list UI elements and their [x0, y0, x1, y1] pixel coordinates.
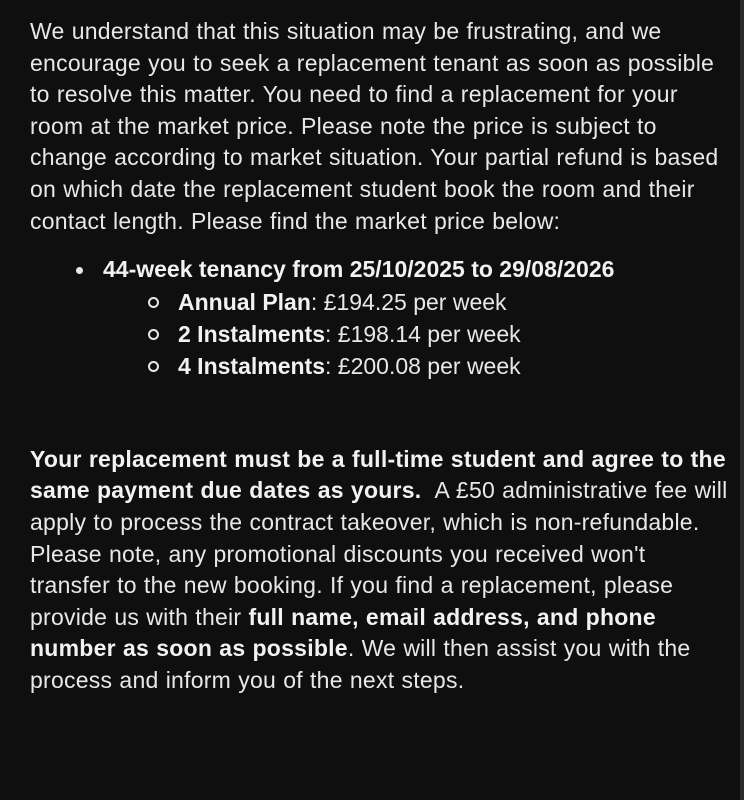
email-body: [30, 16, 735, 697]
plan-item-4-instalments: [30, 350, 730, 382]
contact-details-bold: full name, email address, and phone number as soon as possible: [30, 603, 656, 662]
plan-price: : £194.25 per week: [310, 288, 507, 315]
plan-name: 2 Instalments: [178, 320, 325, 347]
tenancy-item: [30, 254, 730, 382]
plan-price: : £198.14 per week: [325, 320, 521, 347]
plan-name: Annual Plan: [178, 288, 311, 315]
requirement-bold: Your replacement must be a full-time student and agree to the same payment due dates as yours.: [30, 445, 726, 504]
plan-price: : £200.08 per week: [325, 352, 521, 379]
scroll-edge: [740, 0, 744, 800]
plan-list: [103, 286, 730, 382]
fee-text: A £50 administrative fee will apply to process the contract takeover, which is non-refundable. Please note, any promotional discounts you received won't transfer to the new booking. If you find a replacement, please provide us with their: [30, 477, 735, 630]
plan-name: 4 Instalments: [178, 352, 325, 379]
tenancy-heading: 44-week tenancy from 25/10/2025 to 29/08/2026: [103, 256, 615, 283]
plan-item-annual: [30, 286, 730, 318]
intro-paragraph: We understand that this situation may be frustrating, and we encourage you to seek a replacement tenant as soon as possible to resolve this matter. You need to find a replacement for your room at the market price. Please note the price is subject to change according to market situation. Your partial refund is based on which date the replacement student book the room and their contact length. Please find the market price below:: [30, 18, 719, 234]
price-list: [30, 254, 730, 382]
closing-text: . We will then assist you with the process and inform you of the next steps.: [30, 635, 691, 693]
requirements-paragraph: [30, 444, 735, 697]
plan-item-2-instalments: [30, 318, 730, 350]
